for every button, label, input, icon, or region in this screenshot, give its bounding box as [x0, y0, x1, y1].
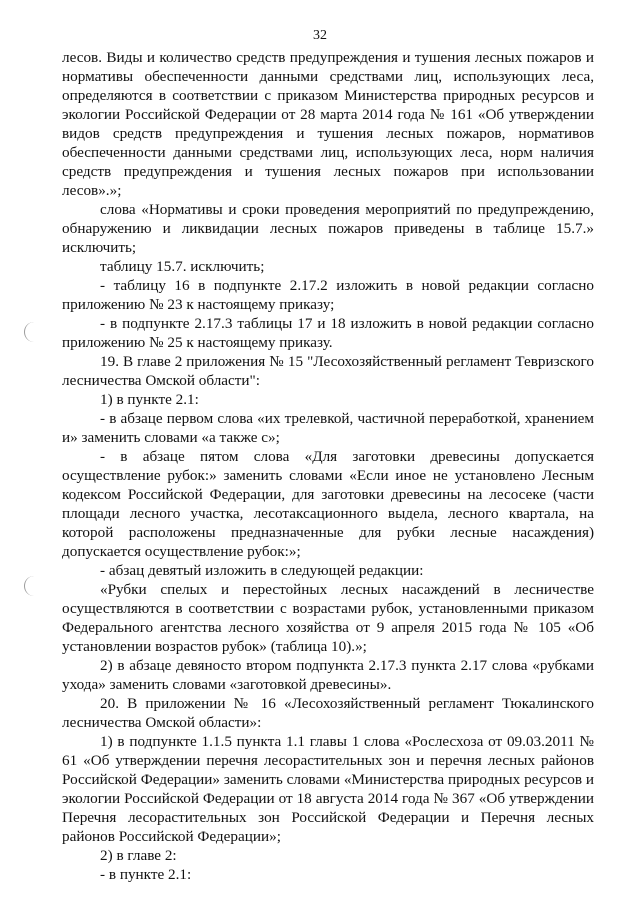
- paragraph: - в подпункте 2.17.3 таблицы 17 и 18 изложить в новой редакции согласно приложению № 25 к настоящему приказу.: [62, 315, 594, 351]
- paragraph: «Рубки спелых и перестойных лесных насаждений в лесничестве осуществляются в соответствии с возрастами рубок, установленными приказом Федерального агентства лесного хозяйства от 9 апреля 2015 года № 105 «Об установлении возрастов рубок» (таблица 10).»;: [62, 581, 594, 655]
- paragraph: 2) в главе 2:: [100, 847, 177, 864]
- margin-bracket-mark: [24, 322, 35, 342]
- paragraph: 20. В приложении № 16 «Лесохозяйственный регламент Тюкалинского лесничества Омской области»:: [62, 695, 594, 731]
- paragraph: 19. В главе 2 приложения № 15 "Лесохозяйственный регламент Тевризского лесничества Омской области":: [62, 353, 594, 389]
- paragraph: - в абзаце первом слова «их трелевкой, частичной переработкой, хранением и» заменить словами «а также с»;: [62, 410, 594, 446]
- margin-bracket-mark: [24, 576, 35, 596]
- paragraph: лесов. Виды и количество средств предупреждения и тушения лесных пожаров и нормативы обеспеченности данными средствами лиц, использующих леса, определяются в соответствии с приказом Министерства природных ресурсов и экологии Российской Федерации от 28 марта 2014 года № 161 «Об утверждении видов средств предупреждения и тушения лесных пожаров, нормативов обеспеченности данными средствами лиц, использующих леса, норм наличия средств предупреждения и тушения лесных пожаров при использовании лесов».»;: [62, 49, 594, 199]
- paragraph: 2) в абзаце девяносто втором подпункта 2.17.3 пункта 2.17 слова «рубками ухода» заменить словами «заготовкой древесины».: [62, 657, 594, 693]
- paragraph: таблицу 15.7. исключить;: [100, 258, 265, 275]
- paragraph: - таблицу 16 в подпункте 2.17.2 изложить в новой редакции согласно приложению № 23 к настоящему приказу;: [62, 277, 594, 313]
- paragraph: - в абзаце пятом слова «Для заготовки древесины допускается осуществление рубок:» заменить словами «Если иное не установлено Лесным кодексом Российской Федерации, для заготовки древесины на лесосеке (части площади лесного участка, лесотаксационного выдела, лесного квартала, на которой расположены предназначенные для рубки лесные насаждения) допускается осуществление рубок:»;: [62, 448, 594, 560]
- document-body: [62, 48, 594, 884]
- page-number: 32: [313, 28, 327, 43]
- paragraph: 1) в подпункте 1.1.5 пункта 1.1 главы 1 слова «Рослесхоза от 09.03.2011 № 61 «Об утверждении перечня лесорастительных зон и перечня лесных районов Российской Федерации» заменить словами «Министерства природных ресурсов и экологии Российской Федерации от 18 августа 2014 года № 367 «Об утверждении Перечня лесорастительных зон Российской Федерации и Перечня лесных районов Российской Федерации»;: [62, 733, 594, 845]
- paragraph: - в пункте 2.1:: [100, 866, 192, 883]
- paragraph: - абзац девятый изложить в следующей редакции:: [100, 562, 424, 579]
- paragraph: 1) в пункте 2.1:: [100, 391, 199, 408]
- paragraph: слова «Нормативы и сроки проведения мероприятий по предупреждению, обнаружению и ликвидации лесных пожаров приведены в таблице 15.7.» исключить;: [62, 201, 594, 256]
